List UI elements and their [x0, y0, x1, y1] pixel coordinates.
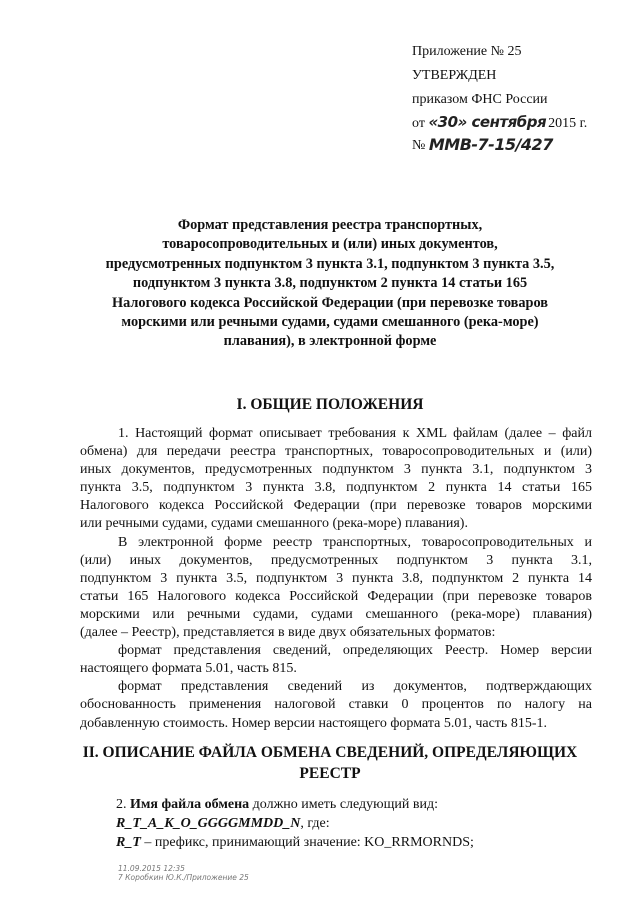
pattern-suffix: , где:	[300, 816, 330, 831]
body-line: Налогового кодекса Российской Федерации (при перевозке товаров морскими	[80, 498, 592, 514]
title-line: морскими или речными судами, судами смешанного (река-море)	[121, 314, 539, 331]
title-line: предусмотренных подпунктом 3 пункта 3.1, подпунктом 3 пункта 3.5,	[105, 255, 555, 272]
title-line: подпунктом 3 пункта 3.8, подпунктом 2 пункта 14 статьи 165	[132, 275, 528, 292]
body-line: (далее – Реестр), представляется в виде двух обязательных форматов:	[80, 625, 496, 641]
section-2-body	[116, 795, 586, 852]
body-line: формат представления сведений из документов, подтверждающих	[118, 679, 592, 695]
date-prefix: от	[412, 116, 425, 131]
body-line: статьи 165 Налогового кодекса Российской Федерации (при перевозке товаров	[80, 588, 592, 604]
order-number	[412, 136, 553, 154]
section-2-heading-line-1: II. ОПИСАНИЕ ФАЙЛА ОБМЕНА СВЕДЕНИЙ, ОПРЕДЕЛЯЮЩИХ	[82, 744, 578, 761]
filename-pattern-line	[116, 814, 586, 833]
body-line: подпунктом 3 пункта 3.5, подпунктом 3 пункта 3.8, подпунктом 2 пункта 14	[80, 570, 592, 586]
section-2-heading-line-2: РЕЕСТР	[299, 765, 361, 782]
document-title	[80, 216, 580, 352]
section-1-heading: I. ОБЩИЕ ПОЛОЖЕНИЯ	[236, 396, 424, 413]
body-line: или речными судами, судами смешанного (река-море) плавания).	[80, 516, 468, 532]
body-line: иных документов, предусмотренных подпунктом 3 пункта 3.1, подпунктом 3	[80, 462, 592, 478]
number-prefix: №	[412, 138, 426, 153]
order-date	[412, 114, 587, 132]
handwritten-date: «30» сентября	[428, 113, 547, 131]
footer-line: 11.09.2015 12:35	[118, 864, 185, 873]
title-line: Формат представления реестра транспортных,	[177, 217, 483, 233]
item-2-line	[116, 795, 586, 814]
body-line: 1. Настоящий формат описывает требования к XML файлам (далее – файл	[118, 426, 592, 441]
section-1-body	[80, 425, 592, 733]
body-line: обмена) для передачи реестра транспортных, товаросопроводительных и (или)	[80, 444, 592, 460]
body-line: (или) иных документов, предусмотренных подпунктом 3 пункта 3.1,	[80, 552, 592, 568]
body-line: пункта 3.5, подпунктом 3 пункта 3.8, подпунктом 2 пункта 14 статьи 165	[80, 480, 592, 496]
body-line: морскими или речными судами, судами смешанного (река-море) плавания)	[80, 606, 592, 622]
date-year: 2015 г.	[548, 116, 588, 131]
print-footer	[118, 864, 249, 882]
body-line: обоснованность применения налоговой ставки 0 процентов по налогу на	[80, 697, 592, 713]
body-line: настоящего формата 5.01, часть 815.	[80, 661, 297, 677]
title-line: Налогового кодекса Российской Федерации (при перевозке товаров	[112, 294, 548, 311]
item-number: 2.	[116, 797, 127, 812]
prefix-desc: – префикс, принимающий значение: KO_RRMORNDS;	[144, 835, 474, 850]
footer-line: 7 Коробкин Ю.К./Приложение 25	[118, 873, 249, 882]
body-line: В электронной форме реестр транспортных, товаросопроводительных и	[118, 534, 592, 550]
appendix-label: Приложение № 25	[412, 44, 522, 59]
filename-pattern: R_T_A_K_O_GGGGMMDD_N	[116, 816, 301, 831]
prefix-line	[116, 833, 586, 852]
order-label: приказом ФНС России	[412, 92, 548, 107]
approved-label: УТВЕРЖДЕН	[412, 68, 497, 83]
title-line: товаросопроводительных и (или) иных документов,	[162, 236, 498, 253]
title-line: плавания), в электронной форме	[223, 333, 437, 350]
body-line: добавленную стоимость. Номер версии настоящего формата 5.01, часть 815-1.	[80, 715, 547, 731]
prefix-code: R_T	[116, 835, 141, 850]
item-text: должно иметь следующий вид:	[252, 797, 439, 812]
handwritten-number: ММВ-7-15/427	[428, 135, 553, 154]
body-line: формат представления сведений, определяющих Реестр. Номер версии	[118, 643, 592, 659]
item-bold-term: Имя файла обмена	[130, 797, 250, 812]
